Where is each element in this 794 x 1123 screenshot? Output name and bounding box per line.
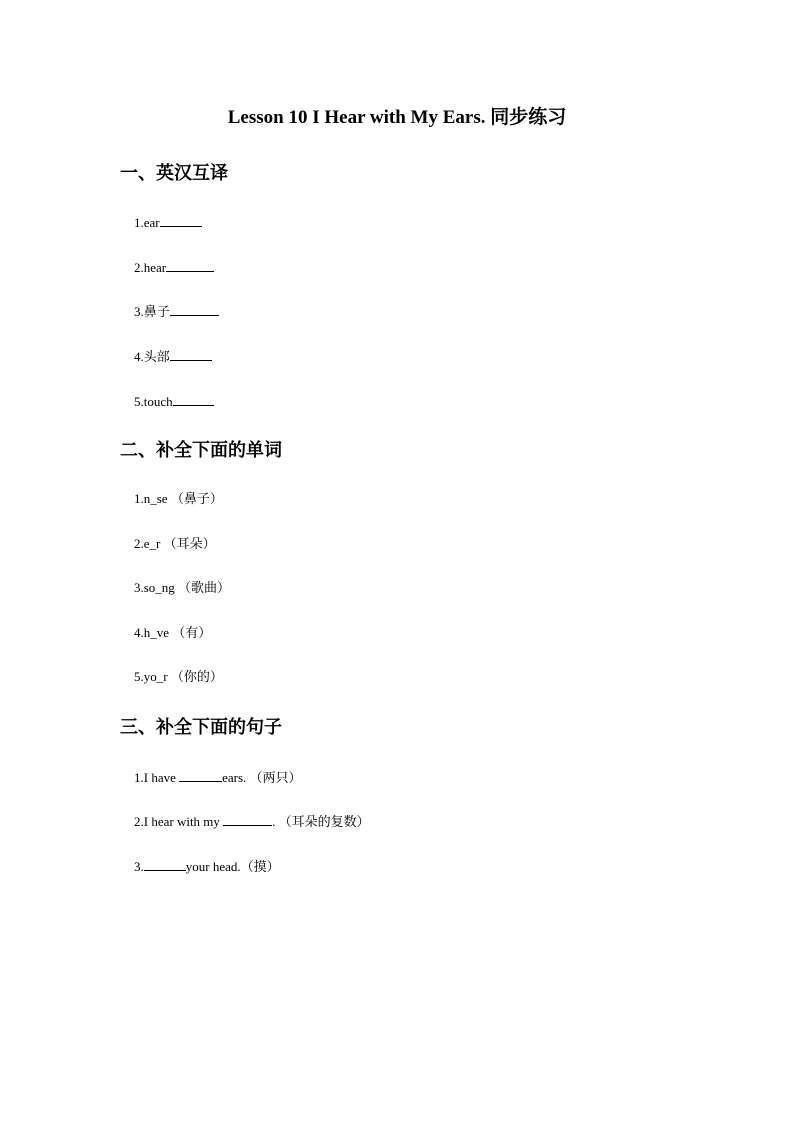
answer-blank[interactable] — [144, 858, 186, 871]
item-prefix: 2.I hear with my — [134, 814, 224, 829]
answer-blank[interactable] — [170, 348, 212, 361]
translation-item-1 — [134, 214, 202, 231]
word-item-4: 4.h_ve （有） — [134, 625, 212, 640]
answer-blank[interactable] — [223, 813, 272, 826]
section-heading-translation: 一、英汉互译 — [120, 163, 228, 183]
sentence-item-1 — [134, 769, 302, 786]
item-prefix: 2.hear — [134, 260, 167, 275]
item-prefix: 3. — [134, 859, 144, 874]
item-suffix: ears. （两只） — [222, 770, 302, 785]
answer-blank[interactable] — [173, 393, 214, 406]
item-prefix: 1.ear — [134, 215, 160, 230]
word-item-2: 2.e_r （耳朵） — [134, 536, 216, 551]
translation-item-4 — [134, 348, 212, 365]
item-prefix: 5.touch — [134, 394, 173, 409]
sentence-item-3 — [134, 858, 280, 875]
word-item-5: 5.yo_r （你的） — [134, 669, 223, 684]
item-prefix: 3.鼻子 — [134, 304, 170, 319]
answer-blank[interactable] — [170, 303, 219, 316]
word-item-3: 3.so_ng （歌曲） — [134, 580, 231, 595]
item-suffix: . （耳朵的复数） — [272, 814, 370, 829]
translation-item-2 — [134, 259, 214, 276]
word-item-1: 1.n_se （鼻子） — [134, 491, 223, 506]
item-prefix: 1.I have — [134, 770, 180, 785]
item-suffix: your head.（摸） — [185, 859, 280, 874]
section-heading-complete-words: 二、补全下面的单词 — [120, 440, 282, 460]
answer-blank[interactable] — [179, 769, 222, 782]
answer-blank[interactable] — [160, 214, 202, 227]
translation-item-5 — [134, 393, 214, 410]
page-title: Lesson 10 I Hear with My Ears. 同步练习 — [227, 107, 567, 128]
answer-blank[interactable] — [166, 259, 214, 272]
section-heading-complete-sentences: 三、补全下面的句子 — [120, 717, 282, 737]
item-prefix: 4.头部 — [134, 349, 170, 364]
translation-item-3 — [134, 303, 219, 320]
sentence-item-2 — [134, 813, 370, 830]
